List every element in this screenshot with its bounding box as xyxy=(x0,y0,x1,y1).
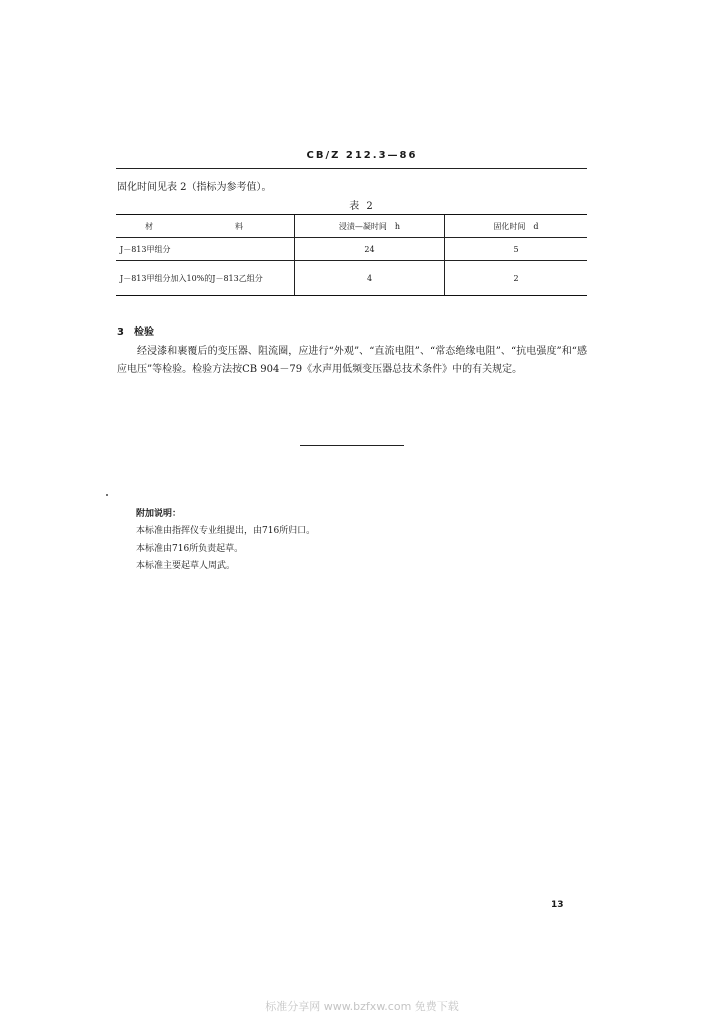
standard-code: CB/Z 212.3—86 xyxy=(306,150,418,161)
column-header-curing-time: 固化时间 d xyxy=(445,215,588,238)
notes-heading: 附加说明： xyxy=(136,509,182,519)
notes-line: 本标准主要起草人周武。 xyxy=(136,561,236,571)
intro-text: 固化时间见表 2（指标为参考值）。 xyxy=(117,182,272,193)
column-header-gel-time: 浸渍—凝时间 h xyxy=(295,215,445,238)
cell-material: J－813甲组分 xyxy=(116,238,295,261)
section-heading xyxy=(117,323,154,338)
table-header-row xyxy=(116,215,587,238)
cell-curing-time: 2 xyxy=(445,261,588,296)
end-rule xyxy=(300,445,404,446)
cell-gel-time: 4 xyxy=(295,261,445,296)
section-body: 经浸漆和裹覆后的变压器、阻流圈，应进行“外观”、“直流电阻”、“常态绝缘电阻”、“抗电强度”和“感应电压”等检验。检验方法按CB 904－79《水声用低频变压器总技术条件》中的有关规定。 xyxy=(117,346,587,375)
cell-material: J－813甲组分加入10%的J－813乙组分 xyxy=(116,261,295,296)
table-title: 表 2 xyxy=(349,201,375,212)
cell-gel-time: 24 xyxy=(295,238,445,261)
page-number: 13 xyxy=(551,900,564,910)
cell-curing-time: 5 xyxy=(445,238,588,261)
section-title: 检验 xyxy=(133,327,154,338)
section-number: 3 xyxy=(117,327,124,338)
table-row xyxy=(116,238,587,261)
notes-line: 本标准由716所负责起草。 xyxy=(136,544,244,554)
notes-line: 本标准由指挥仪专业组提出，由716所归口。 xyxy=(136,526,316,536)
column-header-material: 材 料 xyxy=(116,215,295,238)
table-row xyxy=(116,261,587,296)
header-rule xyxy=(116,168,587,169)
curing-time-table xyxy=(116,214,587,296)
margin-dot xyxy=(106,494,108,496)
watermark: 标准分享网 www.bzfxw.com 免费下载 xyxy=(265,1000,459,1013)
